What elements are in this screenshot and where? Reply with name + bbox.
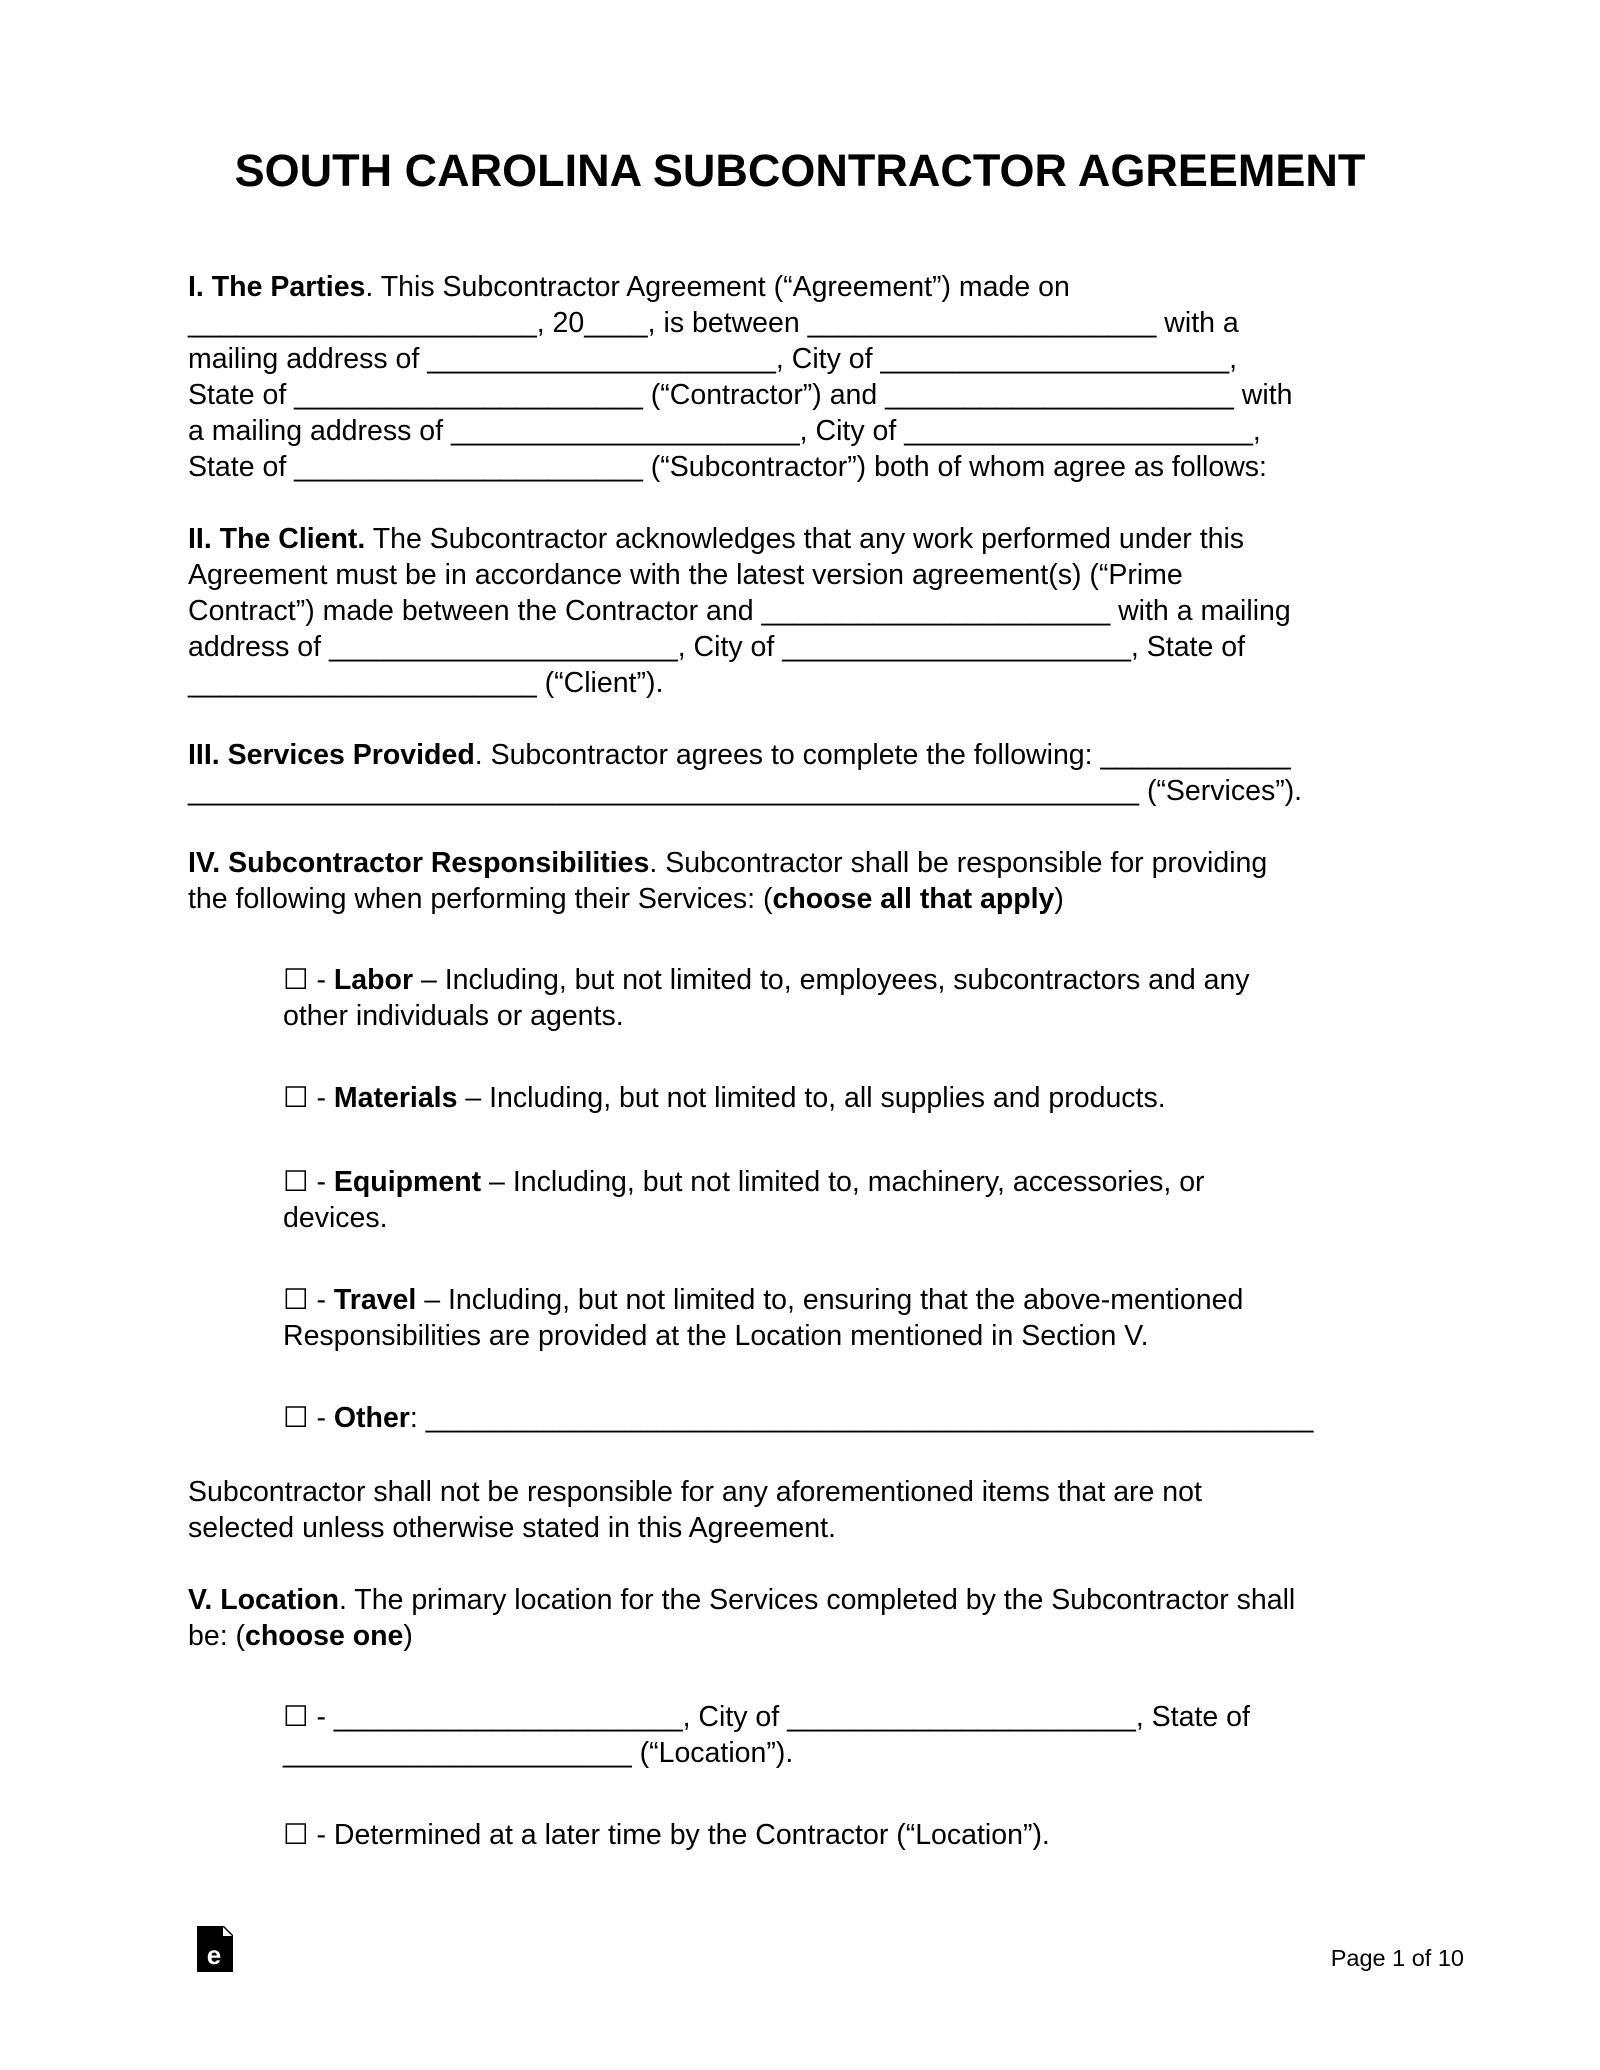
client-line-1: II. The Client. The Subcontractor acknowledges that any work performed under this: [188, 523, 1245, 555]
equipment-label: Equipment: [333, 1166, 482, 1198]
location-heading: V. Location: [188, 1584, 339, 1616]
option-equipment: ☐ - Equipment – Including, but not limited to, machinery, accessories, or: [283, 1166, 1205, 1198]
parties-heading: I. The Parties: [188, 271, 366, 303]
travel-label: Travel: [333, 1284, 417, 1316]
location-address-checkbox[interactable]: ☐: [283, 1701, 309, 1733]
client-line-5: ______________________ (“Client”).: [188, 667, 664, 699]
other-label: Other: [333, 1402, 410, 1434]
client-line-2: Agreement must be in accordance with the latest version agreement(s) (“Prime: [188, 559, 1183, 591]
parties-line-2: ______________________, 20____, is between ______________________ with a: [188, 307, 1239, 339]
location-line-2: be: (choose one): [188, 1620, 413, 1652]
eforms-logo-icon: [197, 1926, 233, 1972]
responsibilities-note-line-1: Subcontractor shall not be responsible for any aforementioned items that are not: [188, 1476, 1202, 1508]
other-checkbox[interactable]: ☐: [283, 1402, 309, 1434]
responsibilities-note-line-2: selected unless otherwise stated in this Agreement.: [188, 1512, 836, 1544]
travel-checkbox[interactable]: ☐: [283, 1284, 309, 1316]
equipment-checkbox[interactable]: ☐: [283, 1166, 309, 1198]
option-labor-line-2: other individuals or agents.: [283, 1000, 624, 1032]
document-title: SOUTH CAROLINA SUBCONTRACTOR AGREEMENT: [234, 145, 1366, 196]
option-travel: ☐ - Travel – Including, but not limited to, ensuring that the above-mentioned: [283, 1284, 1244, 1316]
services-line-1: III. Services Provided. Subcontractor agrees to complete the following: ____________: [188, 739, 1291, 771]
location-instruction: choose one: [245, 1620, 404, 1652]
client-line-4: address of ______________________, City of ______________________, State of: [188, 631, 1246, 663]
location-option-later: ☐ - Determined at a later time by the Contractor (“Location”).: [283, 1819, 1050, 1851]
location-option-address-line-2: ______________________ (“Location”).: [283, 1737, 794, 1769]
location-line-1: V. Location. The primary location for the Services completed by the Subcontractor shall: [188, 1584, 1296, 1616]
location-later-checkbox[interactable]: ☐: [283, 1819, 309, 1851]
client-heading: II. The Client.: [188, 523, 366, 555]
option-materials: ☐ - Materials – Including, but not limited to, all supplies and products.: [283, 1082, 1166, 1114]
labor-checkbox[interactable]: ☐: [283, 964, 309, 996]
option-equipment-line-2: devices.: [283, 1202, 388, 1234]
option-other: ☐ - Other: ________________________________________________________: [283, 1402, 1314, 1434]
responsibilities-line-2: the following when performing their Services: (choose all that apply): [188, 883, 1064, 915]
eforms-logo-letter: e: [206, 1940, 222, 1970]
option-labor: ☐ - Labor – Including, but not limited to, employees, subcontractors and any: [283, 964, 1250, 996]
responsibilities-line-1: IV. Subcontractor Responsibilities. Subcontractor shall be responsible for providing: [188, 847, 1268, 879]
materials-checkbox[interactable]: ☐: [283, 1082, 309, 1114]
page-number: Page 1 of 10: [1330, 1945, 1464, 1971]
location-option-address: ☐ - ______________________, City of ______________________, State of: [283, 1701, 1250, 1733]
client-line-3: Contract”) made between the Contractor and ______________________ with a mailing: [188, 595, 1291, 627]
parties-line-5: a mailing address of ______________________, City of ______________________,: [188, 415, 1261, 447]
services-line-2: ____________________________________________________________ (“Services”).: [188, 775, 1303, 807]
option-travel-line-2: Responsibilities are provided at the Location mentioned in Section V.: [283, 1320, 1149, 1352]
responsibilities-heading: IV. Subcontractor Responsibilities: [188, 847, 650, 879]
parties-line-1: I. The Parties. This Subcontractor Agreement (“Agreement”) made on: [188, 271, 1070, 303]
labor-label: Labor: [333, 964, 414, 996]
parties-line-3: mailing address of ______________________, City of ______________________,: [188, 343, 1238, 375]
parties-line-6: State of ______________________ (“Subcontractor”) both of whom agree as follows:: [188, 451, 1267, 483]
parties-line-4: State of ______________________ (“Contractor”) and ______________________ with: [188, 379, 1293, 411]
services-heading: III. Services Provided: [188, 739, 475, 771]
responsibilities-instruction: choose all that apply: [772, 883, 1055, 915]
materials-label: Materials: [333, 1082, 458, 1114]
